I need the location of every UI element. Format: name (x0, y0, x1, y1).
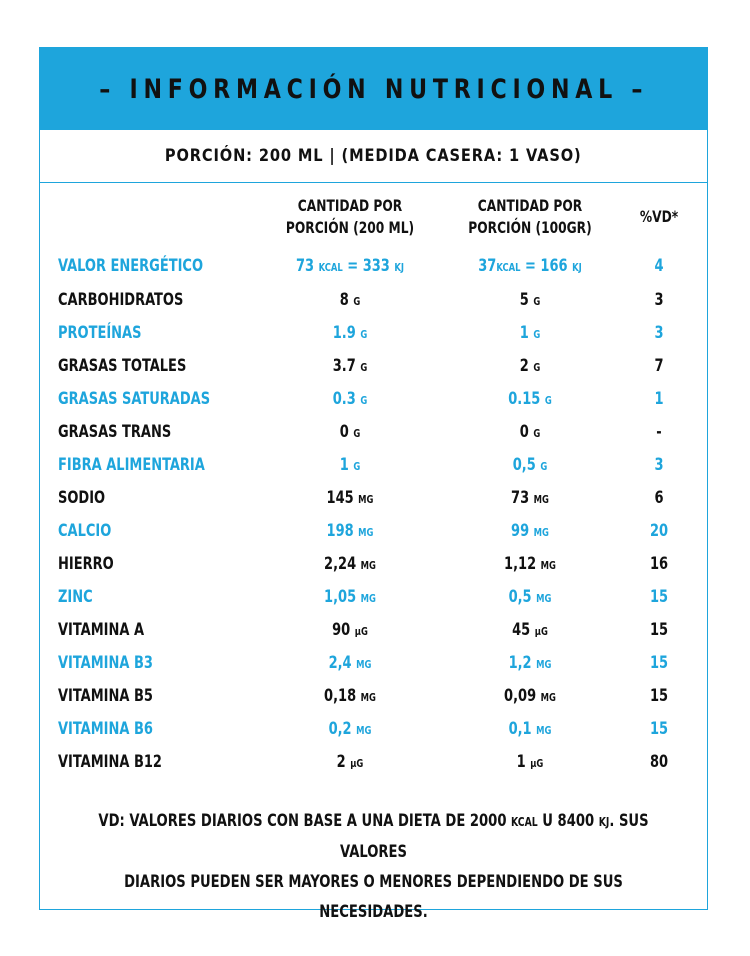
footnote-line2: DIARIOS PUEDEN SER MAYORES O MENORES DEPENDIENDO DE SUS NECESIDADES. (124, 872, 623, 922)
vd-value: 7 (654, 356, 664, 376)
table-row (40, 680, 707, 713)
table-row (40, 746, 707, 779)
vd-value: 20 (649, 521, 669, 541)
nutrient-name: HIERRO (58, 554, 114, 574)
page-title: – INFORMACIÓN NUTRICIONAL – (99, 73, 648, 105)
per-100-value: 73 MG (511, 488, 549, 508)
nutrient-name: VITAMINA B3 (58, 653, 153, 673)
per-portion-value: 8 G (339, 290, 361, 310)
per-100-value: 0,5 MG (508, 587, 552, 607)
nutrient-name: FIBRA ALIMENTARIA (58, 455, 205, 475)
vd-value: 3 (654, 323, 664, 343)
table-row (40, 383, 707, 416)
column-header-per-portion-line1: CANTIDAD POR (297, 196, 403, 215)
nutrient-name: CALCIO (58, 521, 112, 541)
nutrient-name: SODIO (58, 488, 106, 508)
vd-value: 1 (654, 389, 664, 409)
per-100-value: 1,2 MG (508, 653, 552, 673)
per-100-value: 2 G (519, 356, 541, 376)
table-row (40, 614, 707, 647)
column-header-per-100 (454, 195, 607, 239)
column-header-per-100-line2: PORCIÓN (100GR) (468, 218, 592, 237)
per-portion-value: 3.7 G (332, 356, 368, 376)
table-row (40, 449, 707, 482)
per-portion-value: 0,2 MG (328, 719, 372, 739)
per-portion-value: 0,18 MG (324, 686, 376, 706)
table-row (40, 482, 707, 515)
per-100-value: 0,09 MG (504, 686, 556, 706)
per-100-value: 45 µG (512, 620, 548, 640)
per-portion-value: 2 µG (336, 752, 364, 772)
nutrient-name: GRASAS TOTALES (58, 356, 187, 376)
nutrient-name: VITAMINA B5 (58, 686, 153, 706)
nutrient-name: VITAMINA B12 (58, 752, 162, 772)
per-portion-value: 1,05 MG (324, 587, 376, 607)
per-100-value: 1,12 MG (504, 554, 556, 574)
vd-value: 6 (654, 488, 664, 508)
table-row (40, 284, 707, 317)
per-100-value: 5 G (519, 290, 541, 310)
nutrient-name: VALOR ENERGÉTICO (58, 256, 204, 276)
per-portion-value: 2,24 MG (324, 554, 376, 574)
table-row (40, 713, 707, 746)
header-bar (40, 48, 707, 130)
per-100-value: 0 G (519, 422, 541, 442)
vd-value: 3 (654, 455, 664, 475)
per-portion-value: 1.9 G (332, 323, 368, 343)
vd-value: 4 (654, 256, 664, 276)
vd-value: 15 (649, 653, 669, 673)
table-row (40, 515, 707, 548)
per-portion-value: 73 KCAL = 333 KJ (295, 256, 405, 276)
vd-value: - (656, 422, 662, 442)
per-100-value: 0.15 G (508, 389, 552, 409)
nutrient-name: ZINC (58, 587, 93, 607)
per-100-value: 99 MG (511, 521, 549, 541)
table-row (40, 250, 707, 283)
per-portion-value: 198 MG (326, 521, 374, 541)
vd-value: 15 (649, 686, 669, 706)
nutrient-name: GRASAS SATURADAS (58, 389, 211, 409)
vd-value: 80 (649, 752, 669, 772)
portion-info (40, 130, 707, 183)
table-row (40, 548, 707, 581)
table-row (40, 317, 707, 350)
per-portion-value: 145 MG (326, 488, 374, 508)
per-100-value: 0,5 G (512, 455, 548, 475)
column-header-per-portion-line2: PORCIÓN (200 ML) (285, 218, 415, 237)
vd-value: 3 (654, 290, 664, 310)
table-row (40, 350, 707, 383)
vd-value: 15 (649, 620, 669, 640)
table-row (40, 416, 707, 449)
vd-value: 15 (649, 719, 669, 739)
footnote-line1: VD: VALORES DIARIOS CON BASE A UNA DIETA DE 2000 KCAL U 8400 KJ. SUS VALORES (98, 811, 649, 862)
per-100-value: 1 G (519, 323, 541, 343)
footnote (87, 806, 661, 927)
column-header-per-100-line1: CANTIDAD POR (477, 196, 583, 215)
nutrient-name: VITAMINA A (58, 620, 145, 640)
vd-value: 15 (649, 587, 669, 607)
per-100-value: 0,1 MG (508, 719, 552, 739)
nutrition-facts-panel (39, 47, 708, 922)
column-header-vd: %VD* (639, 207, 679, 226)
vd-value: 16 (649, 554, 669, 574)
nutrient-name: VITAMINA B6 (58, 719, 153, 739)
per-portion-value: 0 G (339, 422, 361, 442)
per-portion-value: 1 G (339, 455, 361, 475)
table-row (40, 647, 707, 680)
nutrient-name: PROTEÍNAS (58, 323, 142, 343)
nutrient-name: GRASAS TRANS (58, 422, 172, 442)
nutrient-name: CARBOHIDRATOS (58, 290, 184, 310)
per-portion-value: 0.3 G (332, 389, 368, 409)
per-portion-value: 2,4 MG (328, 653, 372, 673)
per-portion-value: 90 µG (332, 620, 368, 640)
table-row (40, 581, 707, 614)
per-100-value: 1 µG (516, 752, 544, 772)
per-100-value: 37KCAL = 166 KJ (478, 256, 582, 276)
column-header-per-portion (274, 195, 427, 239)
portion-text: PORCIÓN: 200 ML | (MEDIDA CASERA: 1 VASO) (165, 146, 582, 166)
